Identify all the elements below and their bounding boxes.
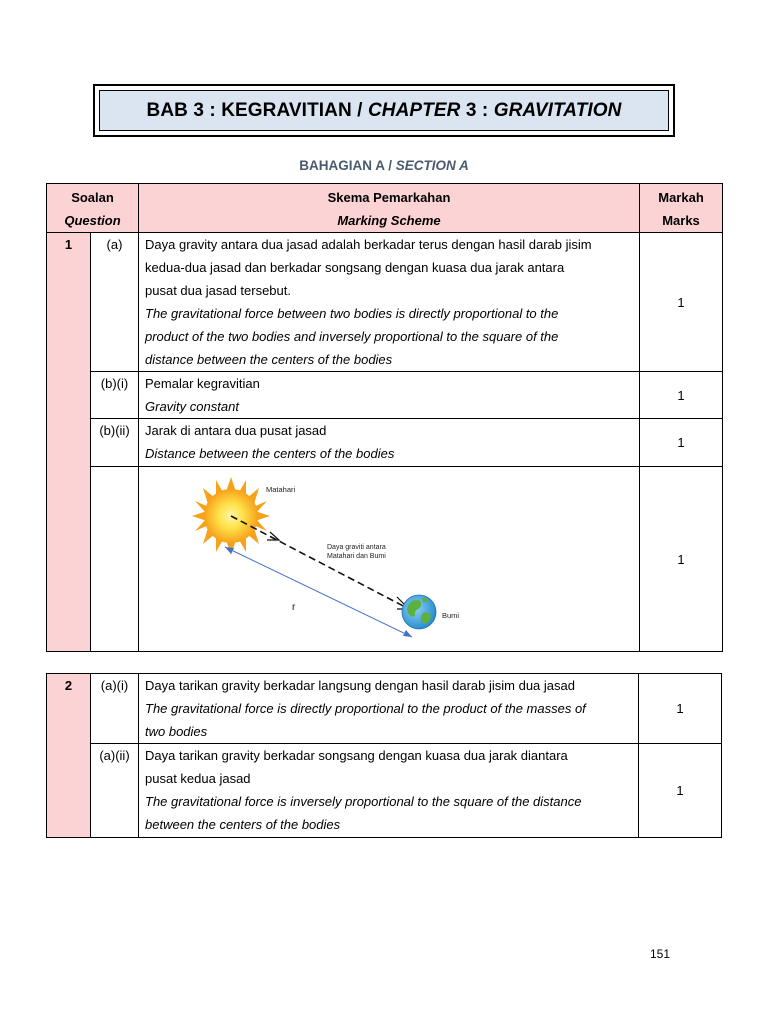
- distance-arrowhead-end: [403, 630, 412, 637]
- question-number-1: 1: [47, 233, 91, 652]
- sun-earth-diagram: [139, 467, 639, 651]
- force-label-line2: Matahari dan Bumi: [327, 553, 386, 560]
- distance-label: r: [292, 602, 296, 613]
- sun-label: Matahari: [266, 485, 296, 494]
- question-part: (a)(i): [91, 674, 139, 744]
- answer-text: Daya tarikan gravity berkadar songsang dengan kuasa dua jarak diantara pusat kedua jasad The gravitational force is inversely proportional to the square of the distance between the centers of the bodies: [139, 744, 639, 838]
- header-marking-scheme: Skema Pemarkahan Marking Scheme: [139, 184, 640, 233]
- distance-arrow: [225, 547, 412, 637]
- table-row: [47, 674, 722, 744]
- distance-arrowhead-start: [225, 547, 234, 554]
- table-row: [47, 372, 723, 419]
- mark-value: 1: [640, 233, 723, 372]
- table-row: [47, 744, 722, 838]
- table-header-row: [47, 184, 723, 233]
- diagram-cell: [139, 467, 640, 652]
- table-row: [47, 233, 723, 372]
- earth-label: Bumi: [442, 611, 460, 620]
- mark-value: 1: [640, 467, 723, 652]
- answer-text: Jarak di antara dua pusat jasad Distance between the centers of the bodies: [139, 419, 640, 467]
- question-part: (b)(i): [91, 372, 139, 419]
- section-heading: BAHAGIAN A / SECTION A: [299, 158, 469, 173]
- mark-value: 1: [640, 372, 723, 419]
- answer-text: Pemalar kegravitian Gravity constant: [139, 372, 640, 419]
- page-number: 151: [650, 947, 671, 961]
- question-part: (a): [91, 233, 139, 372]
- mark-value: 1: [640, 419, 723, 467]
- table-row: [47, 467, 723, 652]
- chapter-title-inner: [99, 90, 669, 131]
- header-question: Soalan Question: [47, 184, 139, 233]
- question-part-empty: [91, 467, 139, 652]
- marking-scheme-table-2: [46, 673, 722, 838]
- force-label-line1: Daya graviti antara: [327, 544, 386, 551]
- answer-text: Daya tarikan gravity berkadar langsung dengan hasil darab jisim dua jasad The gravitational force is directly proportional to the product of the masses of two bodies: [139, 674, 639, 744]
- question-part: (a)(ii): [91, 744, 139, 838]
- table-row: [47, 419, 723, 467]
- earth-icon: [402, 595, 436, 629]
- question-part: (b)(ii): [91, 419, 139, 467]
- mark-value: 1: [639, 674, 722, 744]
- chapter-title: BAB 3 : KEGRAVITIAN / CHAPTER 3 : GRAVITATION: [146, 99, 622, 121]
- answer-text: Daya gravity antara dua jasad adalah berkadar terus dengan hasil darab jisim kedua-dua jasad dan berkadar songsang dengan kuasa dua jarak antara pusat dua jasad tersebut. The gravitational force between two bodies is directly proportional to the product of the two bodies and inversely proportional to the square of the distance between the centers of the bodies: [139, 233, 640, 372]
- chapter-title-box: [93, 84, 675, 137]
- header-marks: Markah Marks: [640, 184, 723, 233]
- mark-value: 1: [639, 744, 722, 838]
- question-number-2: 2: [47, 674, 91, 838]
- marking-scheme-table-1: [46, 183, 723, 652]
